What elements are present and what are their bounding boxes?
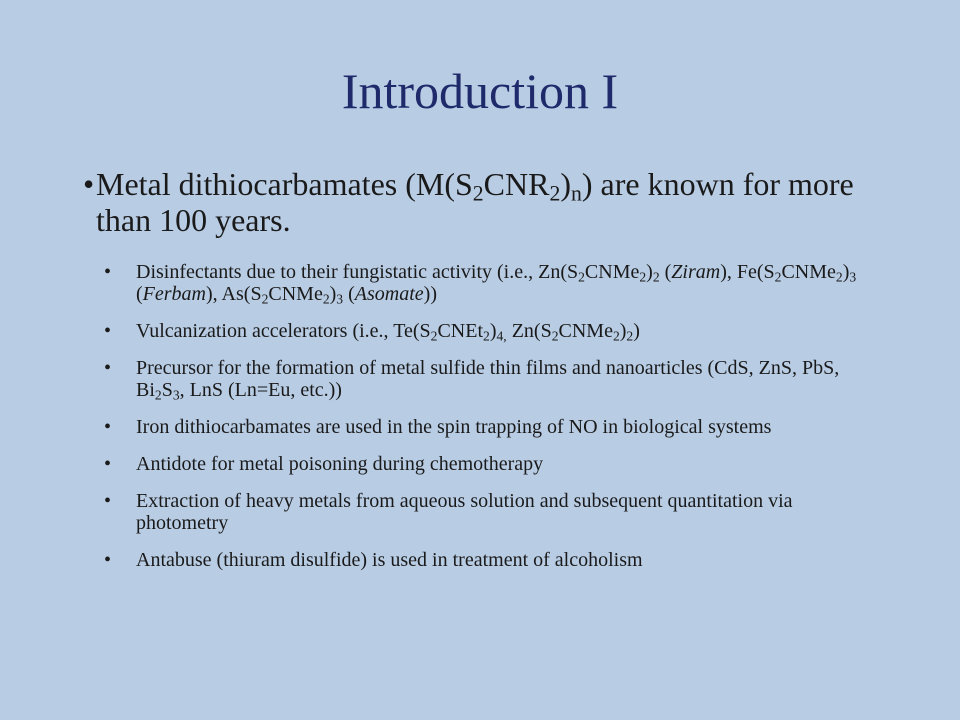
sub-bullet-precursor: • Precursor for the formation of metal sulfide thin films and nanoarticles (CdS, ZnS, PbS, $Bi_2S_3$, LnS (Ln=Eu, etc.)) (104, 357, 840, 403)
bullet-icon: • (104, 453, 112, 475)
sub-bullet-list (104, 261, 864, 586)
sub-bullet-vulcanization: • Vulcanization accelerators (i.e., $Te(S_2CNEt_2)_{4,}$ $Zn(S_2CNMe_2)_2$) (104, 320, 640, 344)
bullet-icon: • (83, 166, 95, 202)
bullet-icon: • (104, 261, 112, 283)
bullet-icon: • (104, 490, 112, 512)
main-bullet-text: Metal dithiocarbamates $(M(S_2CNR_2)_n)$ are known for more than 100 years. (96, 166, 854, 238)
bullet-icon: • (104, 320, 112, 342)
slide-title: Introduction I (341, 63, 619, 119)
sub-bullet-extraction: • Extraction of heavy metals from aqueous solution and subsequent quantitation via photometry (104, 490, 793, 534)
bullet-icon: • (104, 549, 112, 571)
sub-bullet-antidote: • Antidote for metal poisoning during chemotherapy (104, 453, 544, 475)
bullet-icon: • (104, 357, 112, 379)
sub-bullet-antabuse: • Antabuse (thiuram disulfide) is used in treatment of alcoholism (104, 549, 643, 571)
sub-bullet-disinfectants: • Disinfectants due to their fungistatic activity (i.e., $Zn(S_2CNMe_2)_2$ (Ziram), $Fe(S_2CNMe_2)_3$ (Ferbam), $As(S_2CNMe_2)_3$ (Asomate)) (104, 261, 857, 307)
sub-bullet-spin-trapping: • Iron dithiocarbamates are used in the spin trapping of NO in biological systems (104, 416, 772, 438)
bullet-icon: • (104, 416, 112, 438)
